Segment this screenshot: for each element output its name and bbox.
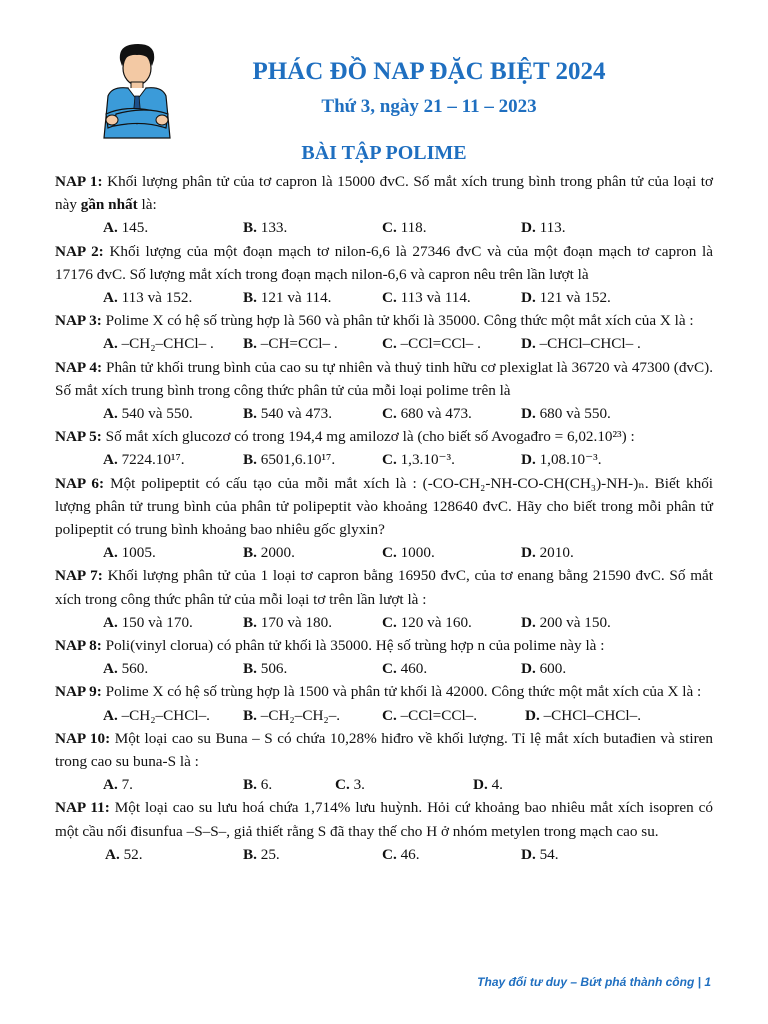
option-value: 150 và 170. <box>117 613 193 631</box>
answer-option <box>105 843 143 866</box>
question-label: NAP 6: <box>55 474 105 492</box>
answer-options <box>55 216 713 239</box>
option-letter: B. <box>243 451 257 469</box>
question-emphasis: gần nhất <box>80 196 138 214</box>
answer-option <box>521 448 602 471</box>
option-letter: D. <box>521 335 536 353</box>
option-value: 2000. <box>256 544 295 562</box>
answer-option <box>335 773 365 796</box>
answer-options <box>55 773 713 796</box>
option-value: 113 và 152. <box>117 289 193 306</box>
answer-options <box>55 286 713 309</box>
question-text <box>55 680 713 703</box>
option-letter: B. <box>243 219 257 237</box>
question-text <box>55 425 713 448</box>
question-body: Khối lượng của một đoạn mạch tơ nilon-6,6 là 27346 đvC và của một đoạn mạch tơ capron là 17176 đvC. Số lượng mắt xích trong đoạn mạch nilon-6,6 và capron nêu trên lần lượt là <box>55 242 713 283</box>
option-letter: A. <box>103 544 118 562</box>
answer-options <box>55 843 713 866</box>
question-label: NAP 9: <box>55 683 102 701</box>
option-letter: D. <box>521 404 536 422</box>
answer-option <box>382 657 427 680</box>
option-letter: B. <box>243 706 257 724</box>
option-letter: B. <box>243 776 257 794</box>
question-body: Khối lượng phân tử của 1 loại tơ capron bằng 16950 đvC, của tơ enang bằng 21590 đvC. Số mắt xích trong công thức phân tử của mỗi loại tơ trên lần lượt là : <box>55 567 713 608</box>
question-tail: là: <box>137 196 157 214</box>
answer-option <box>521 541 574 564</box>
question-text <box>55 170 713 216</box>
option-value: 46. <box>396 845 420 863</box>
answer-option <box>243 402 332 425</box>
option-letter: A. <box>103 335 118 353</box>
option-letter: B. <box>243 544 257 562</box>
question-text <box>55 564 713 610</box>
option-letter: A. <box>103 776 118 794</box>
answer-option <box>521 332 641 355</box>
question-label: NAP 4: <box>55 358 103 376</box>
question-text <box>55 472 713 542</box>
option-value: 460. <box>396 660 428 678</box>
question-body: Một loại cao su Buna – S có chứa 10,28% hiđro về khối lượng. Tỉ lệ mắt xích butađien và stiren trong cao su buna-S là : <box>55 729 713 770</box>
option-letter: C. <box>382 335 397 353</box>
answer-options <box>55 657 713 680</box>
answer-options <box>55 402 713 425</box>
option-value: 52. <box>119 845 143 863</box>
answer-option <box>103 332 214 355</box>
option-letter: D. <box>521 451 536 469</box>
question-label: NAP 7: <box>55 567 103 585</box>
option-value: 506. <box>256 660 288 678</box>
option-value: 540 và 550. <box>117 404 193 422</box>
answer-option <box>521 402 611 425</box>
question-text <box>55 356 713 402</box>
answer-option <box>382 402 472 425</box>
option-value: 1,08.10⁻³. <box>535 451 602 469</box>
answer-option <box>521 843 559 866</box>
question-body: Khối lượng phân tử của tơ capron là 15000 đvC. Số mắt xích trung bình trong phân tử của loại tơ này <box>55 173 713 214</box>
question-body: Một loại cao su lưu hoá chứa 1,714% lưu huỳnh. Hỏi cứ khoảng bao nhiêu mắt xích isopren có một cầu nối đisunfua –S–S–, giả thiết rằng S đã thay thế cho H ở nhóm metylen trong mạch cao su. <box>55 799 714 840</box>
answer-option <box>103 402 193 425</box>
answer-option <box>103 773 133 796</box>
answer-option <box>243 541 295 564</box>
option-value: 6501,6.10¹⁷. <box>256 451 336 469</box>
option-letter: B. <box>243 845 257 863</box>
option-value: 1005. <box>117 544 156 562</box>
option-value: –CCl=CCl– . <box>396 335 481 353</box>
question-body: Polime X có hệ số trùng hợp là 560 và phân tử khối là 35000. Công thức một mắt xích của X là : <box>101 312 694 330</box>
answer-option <box>521 611 611 634</box>
page-date: Thứ 3, ngày 21 – 11 – 2023 <box>321 96 537 117</box>
answer-option <box>243 216 287 239</box>
page-footer: Thay đổi tư duy – Bứt phá thành công | 1 <box>477 975 711 989</box>
section-title: BÀI TẬP POLIME <box>301 142 467 164</box>
page-title: PHÁC ĐỒ NAP ĐẶC BIỆT 2024 <box>252 58 606 85</box>
option-letter: D. <box>525 706 540 724</box>
answer-option <box>382 332 481 355</box>
option-value: 113 và 114. <box>396 289 471 306</box>
option-letter: B. <box>243 404 257 422</box>
option-letter: C. <box>382 845 397 863</box>
option-value: 560. <box>117 660 149 678</box>
option-value: 600. <box>535 660 567 678</box>
option-value: 6. <box>256 776 273 794</box>
option-value: 680 và 550. <box>535 404 611 422</box>
answer-option <box>382 704 477 727</box>
option-value: 7. <box>117 776 133 794</box>
answer-option <box>103 657 148 680</box>
option-value: –CHCl–CHCl– . <box>535 335 641 353</box>
question-body: Phân tử khối trung bình của cao su tự nhiên và thuỷ tinh hữu cơ plexiglat là 36720 và 47300 (đvC). Số mắt xích trung bình trong công thức phân tử của mỗi loại polime trên là <box>55 358 713 399</box>
option-letter: A. <box>105 845 120 863</box>
option-value: –CCl=CCl–. <box>396 706 478 724</box>
option-letter: C. <box>382 660 397 678</box>
question-text <box>55 309 713 332</box>
answer-option <box>521 216 566 239</box>
answer-option <box>243 611 332 634</box>
option-value: 680 và 473. <box>396 404 472 422</box>
option-value: 25. <box>256 845 280 863</box>
option-letter: C. <box>382 613 397 631</box>
option-value: 1,3.10⁻³. <box>396 451 455 469</box>
option-value: 113. <box>535 219 566 237</box>
answer-option <box>243 448 335 471</box>
answer-option <box>243 704 340 727</box>
option-letter: B. <box>243 289 257 306</box>
option-letter: A. <box>103 451 118 469</box>
answer-options <box>55 704 713 727</box>
option-value: 145. <box>117 219 149 237</box>
option-value: 120 và 160. <box>396 613 472 631</box>
option-value: 170 và 180. <box>256 613 333 631</box>
question-body: Số mắt xích glucozơ có trong 194,4 mg amilozơ là (cho biết số Avogađro = 6,02.10²³) : <box>101 428 635 446</box>
option-value: 121 và 114. <box>256 289 332 306</box>
option-value: 3. <box>349 776 365 794</box>
option-letter: D. <box>521 613 536 631</box>
question-label: NAP 2: <box>55 242 104 260</box>
option-letter: A. <box>103 706 118 724</box>
answer-option <box>382 448 455 471</box>
option-value: 118. <box>396 219 427 237</box>
option-value: 2010. <box>535 544 574 562</box>
option-value: 54. <box>535 845 559 863</box>
option-letter: D. <box>473 776 488 794</box>
question-label: NAP 8: <box>55 636 102 654</box>
option-value: –CH=CCl– . <box>256 335 338 353</box>
answer-option <box>243 286 331 309</box>
question-label: NAP 11: <box>55 799 110 817</box>
option-letter: C. <box>382 544 397 562</box>
question-body: Polime X có hệ số trùng hợp là 1500 và phân tử khối là 42000. Công thức một mắt xích của X là : <box>101 683 702 701</box>
option-letter: C. <box>382 219 397 237</box>
question-label: NAP 5: <box>55 428 102 446</box>
answer-option <box>243 843 280 866</box>
option-letter: C. <box>382 451 397 469</box>
option-letter: C. <box>382 404 397 422</box>
answer-option <box>243 773 272 796</box>
answer-options <box>55 332 713 355</box>
option-letter: B. <box>243 335 257 353</box>
option-value: 540 và 473. <box>256 404 333 422</box>
option-value: 1000. <box>396 544 435 562</box>
question-body: Poli(vinyl clorua) có phân tử khối là 35000. Hệ số trùng hợp n của polime này là : <box>101 636 605 654</box>
option-letter: D. <box>521 660 536 678</box>
answer-option <box>243 332 338 355</box>
answer-options <box>55 611 713 634</box>
option-letter: A. <box>103 660 118 678</box>
option-value: –CH₂–CHCl– . <box>117 335 214 353</box>
option-letter: D. <box>521 544 536 562</box>
question-label: NAP 10: <box>55 729 111 747</box>
option-letter: C. <box>335 776 350 794</box>
question-label: NAP 3: <box>55 312 102 330</box>
answer-option <box>103 286 192 309</box>
option-value: 4. <box>487 776 503 794</box>
question-text <box>55 796 713 842</box>
option-value: 121 và 152. <box>535 289 611 306</box>
answer-options <box>55 448 713 471</box>
option-value: –CH₂–CHCl–. <box>117 706 210 724</box>
question-label: NAP 1: <box>55 173 103 190</box>
answer-option <box>521 286 611 309</box>
question-list <box>55 170 713 866</box>
option-letter: D. <box>521 289 536 306</box>
answer-option <box>103 448 185 471</box>
answer-option <box>382 541 435 564</box>
option-letter: D. <box>521 219 536 237</box>
answer-option <box>382 611 472 634</box>
answer-option <box>521 657 566 680</box>
option-letter: C. <box>382 289 397 306</box>
option-value: 200 và 150. <box>535 613 611 631</box>
answer-option <box>382 216 427 239</box>
question-text <box>55 240 713 286</box>
answer-option <box>103 704 210 727</box>
option-letter: A. <box>103 289 118 306</box>
option-letter: C. <box>382 706 397 724</box>
answer-options <box>55 541 713 564</box>
answer-option <box>473 773 503 796</box>
option-value: –CH₂–CH₂–. <box>256 706 341 724</box>
answer-option <box>382 286 471 309</box>
option-letter: A. <box>103 404 118 422</box>
option-letter: B. <box>243 613 257 631</box>
answer-option <box>525 704 641 727</box>
option-value: 133. <box>256 219 288 237</box>
option-letter: A. <box>103 219 118 237</box>
option-letter: A. <box>103 613 118 631</box>
answer-option <box>382 843 420 866</box>
answer-option <box>103 611 193 634</box>
option-value: –CHCl–CHCl–. <box>539 706 642 724</box>
student-avatar-icon <box>98 40 176 142</box>
question-text <box>55 727 713 773</box>
question-text <box>55 634 713 657</box>
answer-option <box>243 657 287 680</box>
option-letter: D. <box>521 845 536 863</box>
answer-option <box>103 541 156 564</box>
question-body: Một polipeptit có cấu tạo của mỗi mắt xích là : (-CO-CH₂-NH-CO-CH(CH₃)-NH-)ₙ. Biết khối lượng phân tử trung bình của phân tử polipeptit vào khoảng 128640 đvC. Hãy cho biết trong mỗi phân tử polipeptit có trung bình khoảng bao nhiêu gốc glyxin? <box>55 474 714 538</box>
option-letter: B. <box>243 660 257 678</box>
answer-option <box>103 216 148 239</box>
option-value: 7224.10¹⁷. <box>117 451 185 469</box>
